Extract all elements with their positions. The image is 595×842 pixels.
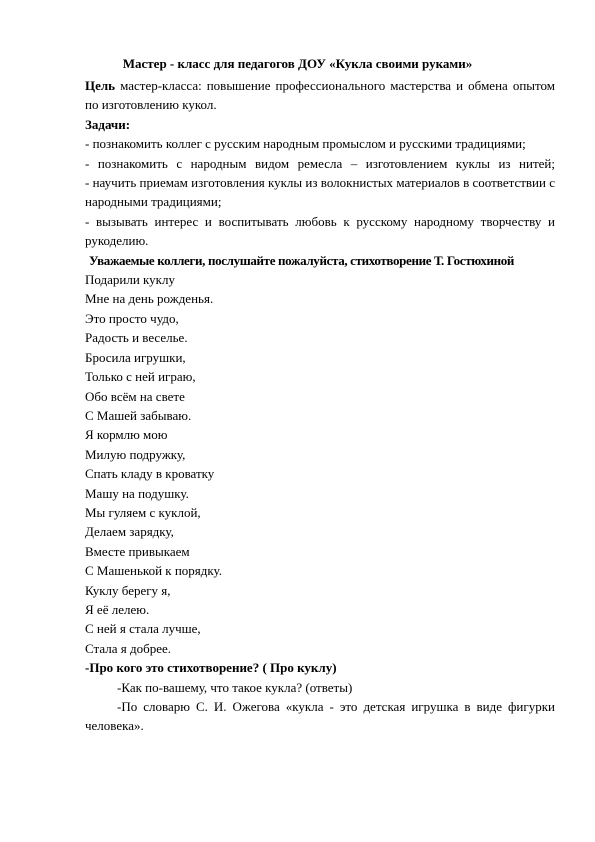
poem-line: Только с ней играю, xyxy=(85,369,196,385)
poem-line: Я кормлю мою xyxy=(85,427,168,443)
poem-line: Я её лелею. xyxy=(85,601,150,617)
poem-line: Куклу берегу я, xyxy=(85,582,171,598)
poem-line: Подарили куклу xyxy=(85,272,175,288)
poem xyxy=(85,270,555,658)
poem-line: С Машенькой к порядку. xyxy=(85,563,222,579)
poem-line: Вместе привыкаем xyxy=(85,543,190,559)
task-item: - познакомить коллег с русским народным промыслом и русскими традициями; xyxy=(85,136,526,152)
task-item: - вызывать интерес и воспитывать любовь к русскому народному творчеству и рукоделию. xyxy=(85,213,555,249)
poem-line: Стала я добрее. xyxy=(85,640,171,656)
definition-paragraph: -По словарю С. И. Ожегова «кукла - это детская игрушка в виде фигурки человека». xyxy=(85,699,555,734)
question-line: -Про кого это стихотворение? ( Про куклу) xyxy=(85,660,337,676)
appeal-line: Уважаемые коллеги, послушайте пожалуйста, стихотворение Т. Гостюхиной xyxy=(89,252,515,268)
poem-line: С Машей забываю. xyxy=(85,407,192,423)
poem-line: Это просто чудо, xyxy=(85,310,179,326)
task-item: - познакомить с народным видом ремесла – изготовлением куклы из нитей; xyxy=(85,155,555,171)
document-title: Мастер - класс для педагогов ДОУ «Кукла своими руками» xyxy=(122,56,473,71)
goal-paragraph xyxy=(85,76,555,115)
goal-label: Цель xyxy=(85,78,116,93)
poem-line: С ней я стала лучше, xyxy=(85,621,201,637)
poem-line: Мы гуляем с куклой, xyxy=(85,504,201,520)
poem-line: Обо всём на свете xyxy=(85,388,185,404)
document-body xyxy=(85,76,555,736)
task-item: - научить приемам изготовления куклы из волокнистых материалов в соответствии с народными традициями; xyxy=(85,175,555,210)
poem-line: Бросила игрушки, xyxy=(85,349,186,365)
question2-line: -Как по-вашему, что такое кукла? (ответы) xyxy=(117,679,353,695)
poem-line: Радость и веселье. xyxy=(85,330,188,346)
poem-line: Мне на день рожденья. xyxy=(85,291,214,307)
poem-line: Машу на подушку. xyxy=(85,485,189,501)
poem-line: Делаем зарядку, xyxy=(85,524,174,540)
goal-text: мастер-класса: повышение профессионального мастерства и обмена опытом по изготовлению кукол. xyxy=(85,78,555,113)
poem-line: Спать кладу в кроватку xyxy=(85,466,215,482)
tasks-heading: Задачи: xyxy=(85,116,131,132)
poem-line: Милую подружку, xyxy=(85,446,186,462)
